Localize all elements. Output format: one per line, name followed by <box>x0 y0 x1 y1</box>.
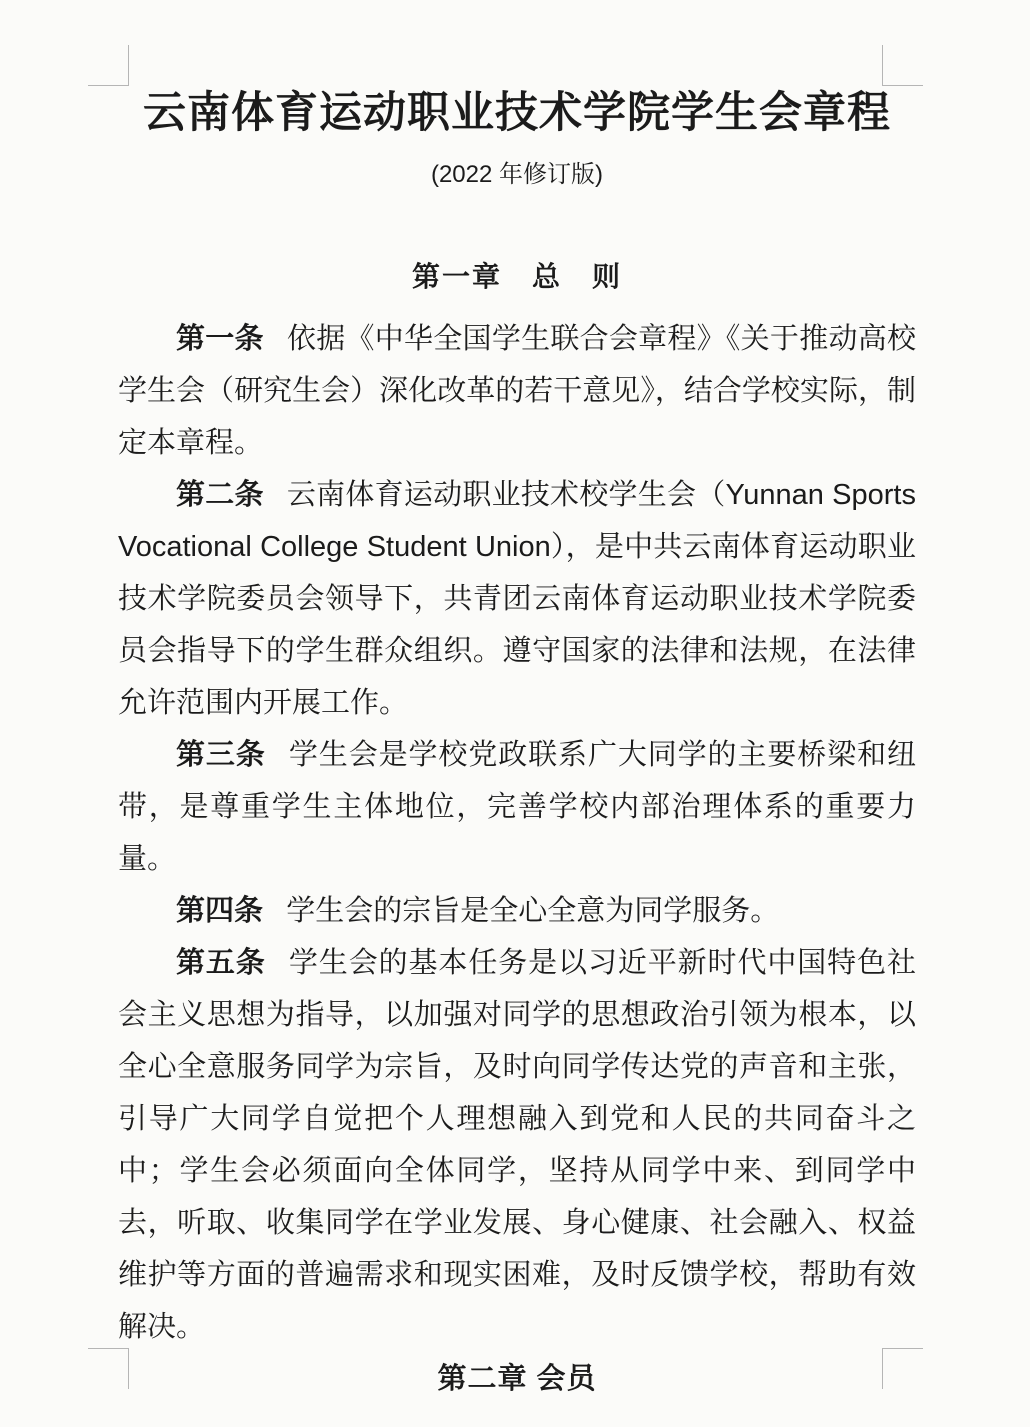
document-body <box>118 313 916 1405</box>
document-title: 云南体育运动职业技术学院学生会章程 <box>143 89 891 137</box>
article-3-label: 第三条 <box>176 739 266 771</box>
text-area <box>118 0 916 1405</box>
article-2-text: 云南体育运动职业技术校学生会（Yunnan Sports Vocational College Student Union），是中共云南体育运动职业技术学院委员会领导下，共青团云南体育运动职业技术学院委员会指导下的学生群众组织。遵守国家的法律和法规，在法律允许范围内开展工作。 <box>118 479 916 719</box>
article-5-label: 第五条 <box>176 947 266 979</box>
article-2-label: 第二条 <box>176 479 264 511</box>
article-1-text: 依据《中华全国学生联合会章程》《关于推动高校学生会（研究生会）深化改革的若干意见》，结合学校实际，制定本章程。 <box>118 323 916 459</box>
article-2 <box>118 469 916 729</box>
chapter-1-heading: 第一章 总 则 <box>411 262 622 293</box>
article-3-text: 学生会是学校党政联系广大同学的主要桥梁和纽带，是尊重学生主体地位，完善学校内部治理体系的重要力量。 <box>118 739 916 875</box>
document-subtitle: (2022 年修订版) <box>430 161 604 188</box>
article-5 <box>118 937 916 1353</box>
article-4-text: 学生会的宗旨是全心全意为同学服务。 <box>286 895 780 927</box>
chapter-2-heading: 第二章 会员 <box>437 1363 597 1395</box>
article-1-label: 第一条 <box>176 323 264 355</box>
article-4 <box>118 885 916 937</box>
article-1 <box>118 313 916 469</box>
article-3 <box>118 729 916 885</box>
article-4-label: 第四条 <box>176 895 264 927</box>
article-5-text: 学生会的基本任务是以习近平新时代中国特色社会主义思想为指导，以加强对同学的思想政治引领为根本，以全心全意服务同学为宗旨，及时向同学传达党的声音和主张，引导广大同学自觉把个人理想融入到党和人民的共同奋斗之中；学生会必须面向全体同学，坚持从同学中来、到同学中去，听取、收集同学在学业发展、身心健康、社会融入、权益维护等方面的普遍需求和现实困难，及时反馈学校，帮助有效解决。 <box>118 947 916 1343</box>
